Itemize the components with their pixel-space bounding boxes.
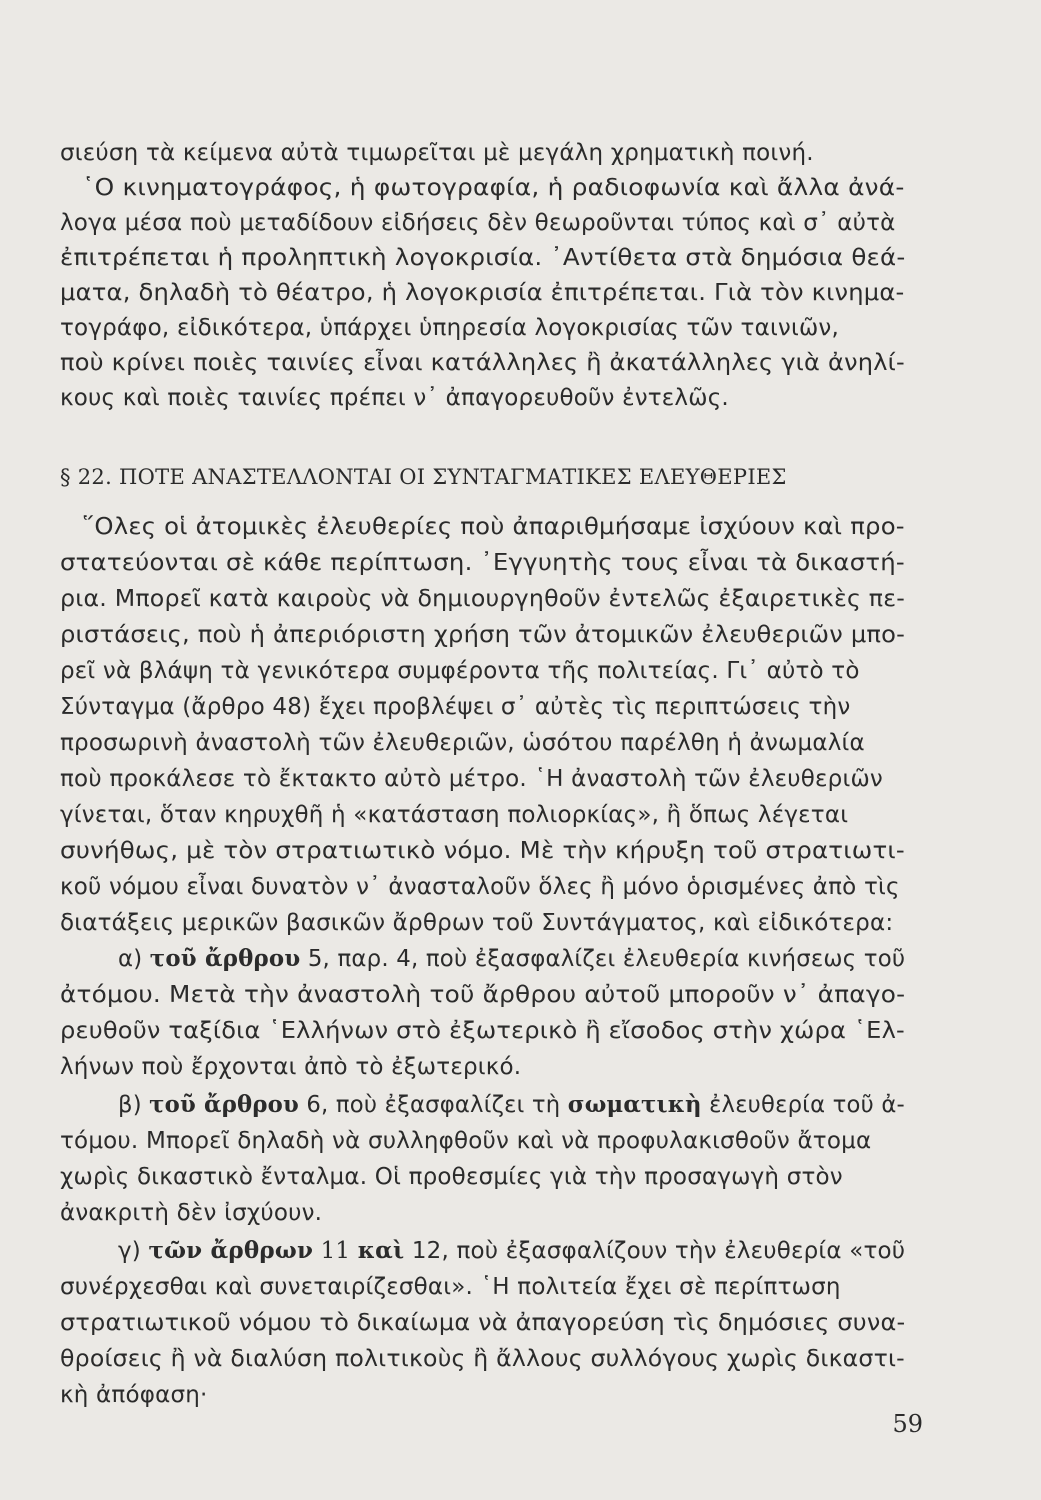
- text-line: χωρὶς δικαστικὸ ἔνταλμα. Οἱ προθεσμίες γιὰ τὴν προσαγωγὴ στὸν: [60, 1164, 843, 1190]
- text-line: ρευθοῦν ταξίδια ῾Ελλήνων στὸ ἐξωτερικὸ ἢ εἴσοδος στὴν χώρα ῾Ελ-: [60, 1018, 905, 1044]
- page-number: 59: [892, 1410, 923, 1438]
- section-heading: § 22. ΠΟΤΕ ΑΝΑΣΤΕΛΛΟΝΤΑΙ ΟΙ ΣΥΝΤΑΓΜΑΤΙΚΕΣ ΕΛΕΥΘΕΡΙΕΣ: [60, 465, 787, 489]
- text-line: λογα μέσα ποὺ μεταδίδουν εἰδήσεις δὲν θεωροῦνται τύπος καὶ σ᾽ αὐτὰ: [60, 210, 896, 236]
- text-line: ῞Ολες οἱ ἀτομικὲς ἐλευθερίες ποὺ ἀπαριθμήσαμε ἰσχύουν καὶ προ-: [82, 514, 905, 540]
- text-line: προσωρινὴ ἀναστολὴ τῶν ἐλευθεριῶν, ὡσότου παρέλθη ἡ ἀνωμαλία: [60, 730, 865, 756]
- text-line: ποὺ κρίνει ποιὲς ταινίες εἶναι κατάλληλες ἢ ἀκατάλληλες γιὰ ἀνηλί-: [60, 350, 905, 376]
- bold-term: σωματικὴ: [567, 1091, 702, 1118]
- text-line: ριστάσεις, ποὺ ἡ ἀπεριόριστη χρήση τῶν ἀτομικῶν ἐλευθεριῶν μπο-: [60, 622, 906, 648]
- text-line: Σύνταγμα (ἄρθρο 48) ἔχει προβλέψει σ᾽ αὐτὲς τὶς περιπτώσεις τὴν: [60, 694, 851, 720]
- text-line: διατάξεις μερικῶν βασικῶν ἄρθρων τοῦ Συντάγματος, καὶ εἰδικότερα:: [60, 910, 894, 936]
- text-line: ρια. Μπορεῖ κατὰ καιροὺς νὰ δημιουργηθοῦν ἐντελῶς ἐξαιρετικὲς πε-: [60, 586, 906, 612]
- text-line: κὴ ἀπόφαση·: [60, 1382, 208, 1408]
- text-span: ἐλευθερία τοῦ ἀ-: [701, 1092, 905, 1118]
- text-line: στρατιωτικοῦ νόμου τὸ δικαίωμα νὰ ἀπαγορεύση τὶς δημόσιες συνα-: [60, 1310, 906, 1336]
- text-line: στατεύονται σὲ κάθε περίπτωση. ᾽Εγγυητὴς τους εἶναι τὰ δικαστή-: [60, 550, 905, 576]
- bold-term: τοῦ ἄρθρου: [149, 1091, 299, 1118]
- text-line: ματα, δηλαδὴ τὸ θέατρο, ἡ λογοκρισία ἐπιτρέπεται. Γιὰ τὸν κινημα-: [60, 280, 905, 306]
- text-line: ῾Ο κινηματογράφος, ἡ φωτογραφία, ἡ ραδιοφωνία καὶ ἄλλα ἀνά-: [82, 175, 905, 201]
- list-marker: γ): [118, 1238, 149, 1264]
- list-item-b: [118, 1090, 905, 1120]
- text-line: ἐπιτρέπεται ἡ προληπτικὴ λογοκρισία. ᾽Αντίθετα στὰ δημόσια θεά-: [60, 245, 906, 271]
- list-item-a: [118, 944, 905, 974]
- text-line: κους καὶ ποιὲς ταινίες πρέπει ν᾽ ἀπαγορευθοῦν ἐντελῶς.: [60, 385, 729, 411]
- bold-term: τοῦ ἄρθρου: [149, 945, 301, 972]
- text-line: γίνεται, ὅταν κηρυχθῆ ἡ «κατάσταση πολιορκίας», ἢ ὅπως λέγεται: [60, 802, 849, 828]
- text-span: 11: [313, 1238, 358, 1264]
- list-marker: β): [118, 1092, 150, 1118]
- list-item-c: [118, 1236, 905, 1266]
- text-span: 6, ποὺ ἐξασφαλίζει τὴ: [298, 1092, 568, 1118]
- text-line: ἀνακριτὴ δὲν ἰσχύουν.: [60, 1200, 323, 1226]
- bold-term: τῶν ἄρθρων: [148, 1237, 314, 1264]
- text-span: 5, παρ. 4, ποὺ ἐξασφαλίζει ἐλευθερία κινήσεως τοῦ: [300, 946, 906, 972]
- text-line: κοῦ νόμου εἶναι δυνατὸν ν᾽ ἀνασταλοῦν ὅλες ἢ μόνο ὁρισμένες ἀπὸ τὶς: [60, 874, 900, 900]
- text-span: 12, ποὺ ἐξασφαλίζουν τὴν ἐλευθερία «τοῦ: [404, 1238, 906, 1264]
- text-line: τόμου. Μπορεῖ δηλαδὴ νὰ συλληφθοῦν καὶ νὰ προφυλακισθοῦν ἄτομα: [60, 1128, 872, 1154]
- text-line: συνήθως, μὲ τὸν στρατιωτικὸ νόμο. Μὲ τὴν κήρυξη τοῦ στρατιωτι-: [60, 838, 905, 864]
- list-marker: α): [118, 946, 150, 972]
- text-line: ρεῖ νὰ βλάψη τὰ γενικότερα συμφέροντα τῆς πολιτείας. Γι᾽ αὐτὸ τὸ: [60, 658, 860, 684]
- text-line: τογράφο, εἰδικότερα, ὑπάρχει ὑπηρεσία λογοκρισίας τῶν ταινιῶν,: [60, 315, 839, 341]
- text-line: ἀτόμου. Μετὰ τὴν ἀναστολὴ τοῦ ἄρθρου αὐτοῦ μποροῦν ν᾽ ἀπαγο-: [60, 982, 906, 1008]
- text-line: θροίσεις ἢ νὰ διαλύση πολιτικοὺς ἢ ἄλλους συλλόγους χωρὶς δικαστι-: [60, 1346, 905, 1372]
- bold-term: καὶ: [357, 1237, 405, 1264]
- text-line: σιεύση τὰ κείμενα αὐτὰ τιμωρεῖται μὲ μεγάλη χρηματικὴ ποινή.: [60, 140, 814, 166]
- text-line: συνέρχεσθαι καὶ συνεταιρίζεσθαι». ῾Η πολιτεία ἔχει σὲ περίπτωση: [60, 1274, 841, 1300]
- text-line: λήνων ποὺ ἔρχονται ἀπὸ τὸ ἐξωτερικό.: [60, 1054, 522, 1080]
- text-line: ποὺ προκάλεσε τὸ ἔκτακτο αὐτὸ μέτρο. ῾Η ἀναστολὴ τῶν ἐλευθεριῶν: [60, 766, 883, 792]
